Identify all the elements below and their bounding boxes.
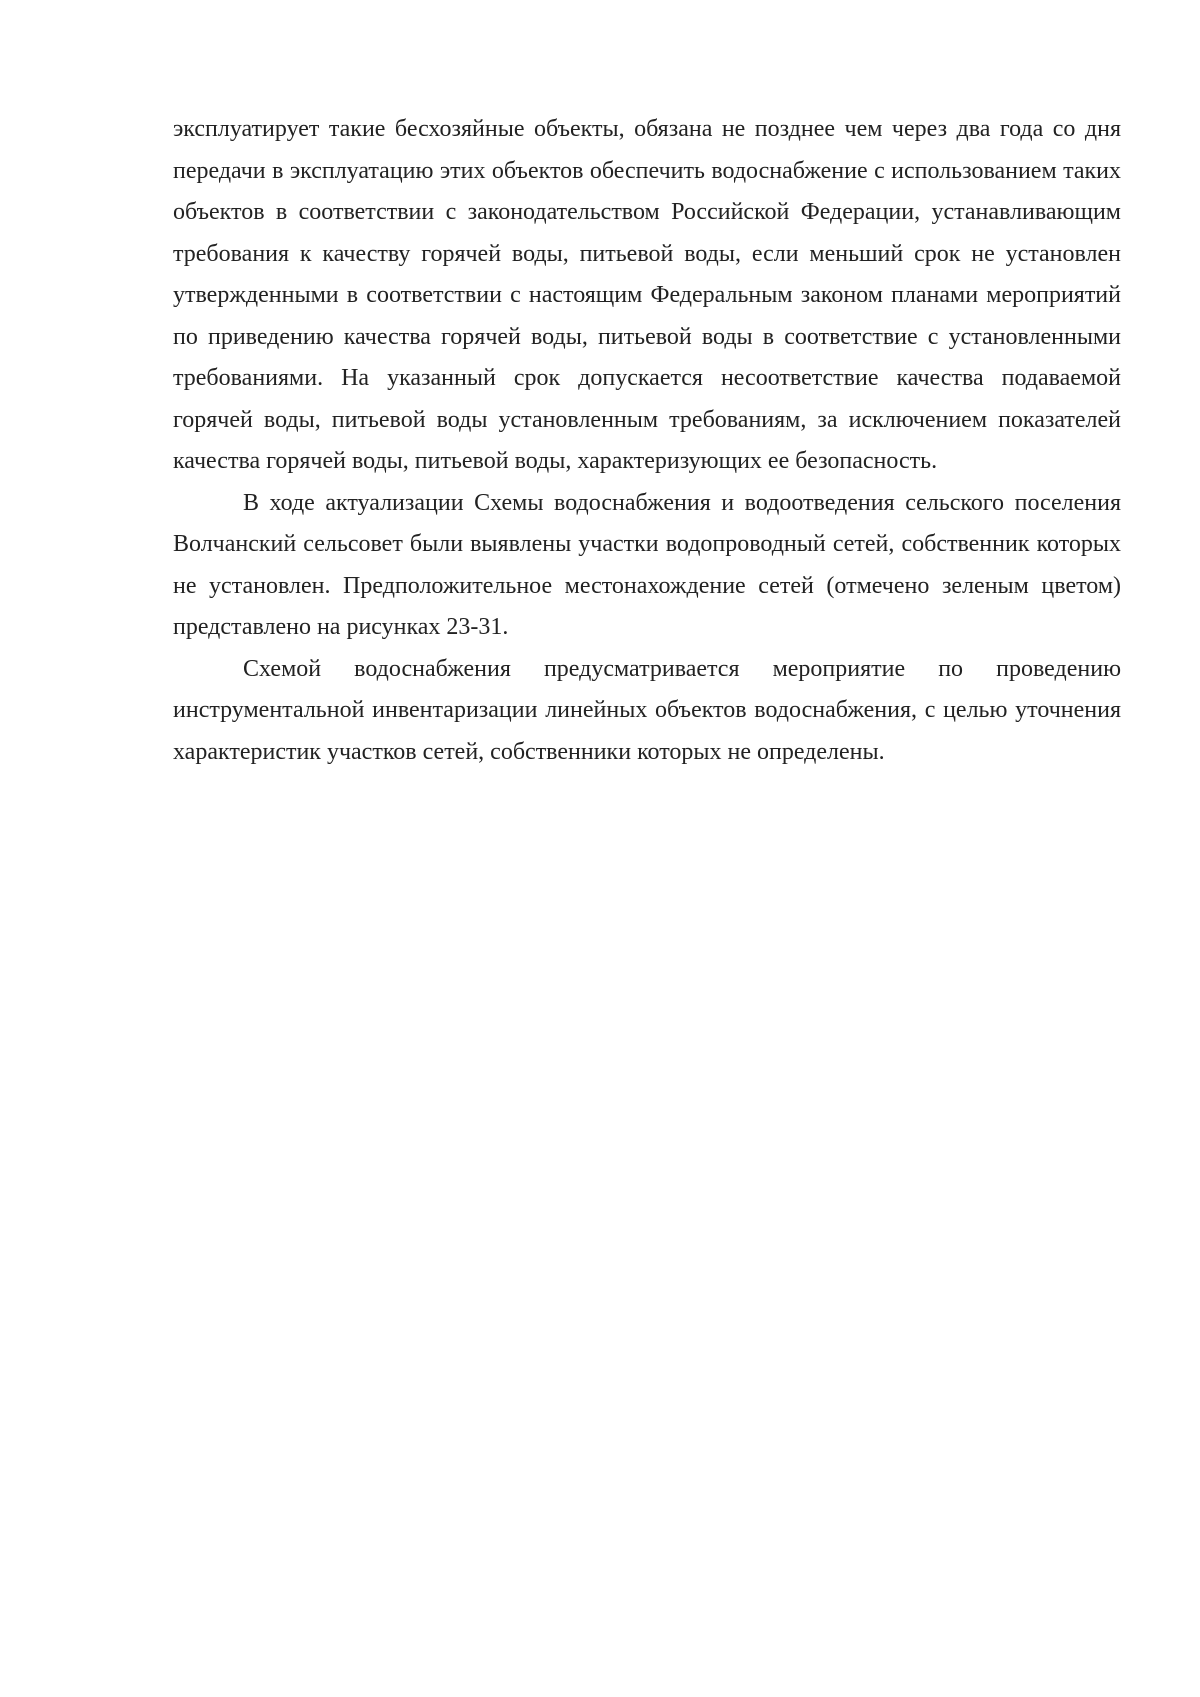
- paragraph-continuation: эксплуатирует такие бесхозяйные объекты, обязана не позднее чем через два года со дня передачи в эксплуатацию этих объектов обеспечить водоснабжение с использованием таких объектов в соответствии с законодательством Российской Федерации, устанавливающим требования к качеству горячей воды, питьевой воды, если меньший срок не установлен утвержденными в соответствии с настоящим Федеральным законом планами мероприятий по приведению качества горячей воды, питьевой воды в соответствие с установленными требованиями. На указанный срок допускается несоответствие качества подаваемой горячей воды, питьевой воды установленным требованиям, за исключением показателей качества горячей воды, питьевой воды, характеризующих ее безопасность.: [173, 116, 1121, 474]
- paragraph-inventory-measure: Схемой водоснабжения предусматривается мероприятие по проведению инструментальной инвентаризации линейных объектов водоснабжения, с целью уточнения характеристик участков сетей, собственники которых не определены.: [173, 655, 1121, 765]
- document-body: [173, 109, 1121, 773]
- paragraph-network-survey: В ходе актуализации Схемы водоснабжения и водоотведения сельского поселения Волчанский сельсовет были выявлены участки водопроводный сетей, собственник которых не установлен. Предположительное местонахождение сетей (отмечено зеленым цветом) представлено на рисунках 23-31.: [173, 489, 1121, 640]
